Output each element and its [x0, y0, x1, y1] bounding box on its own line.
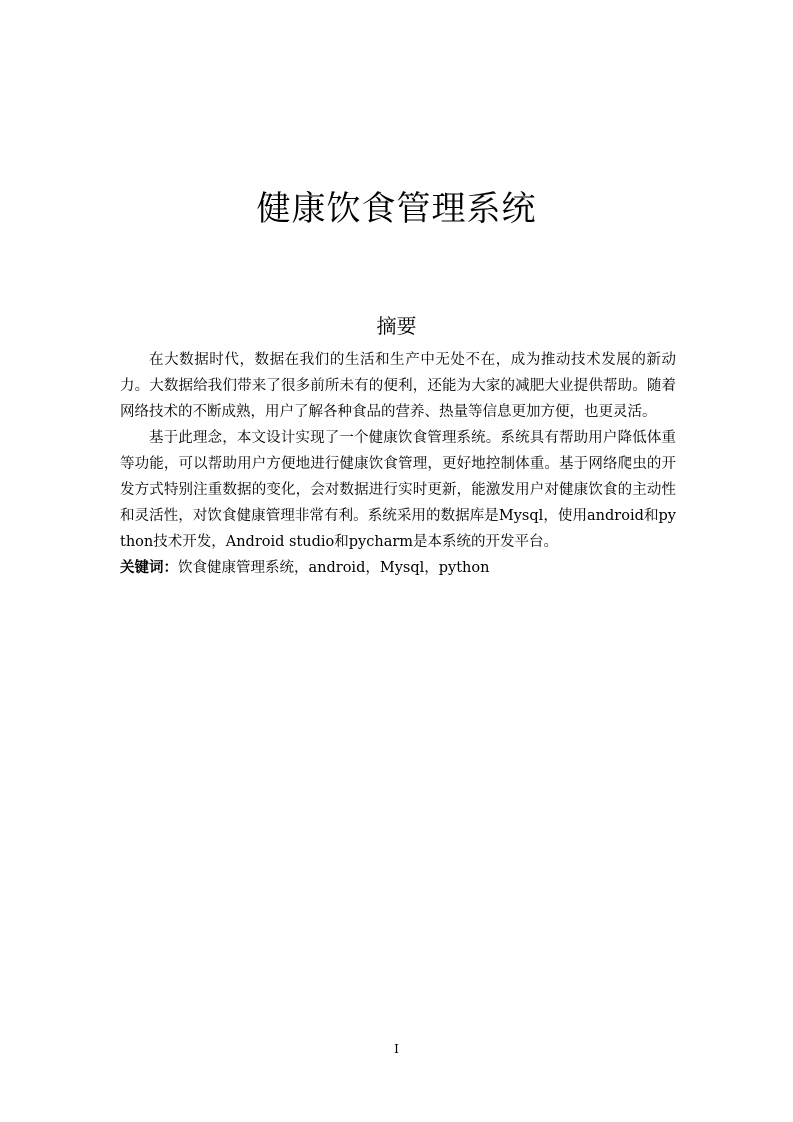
keywords-text: 饮食健康管理系统，android，Mysql，python: [178, 560, 490, 576]
abstract-heading: 摘要: [376, 314, 417, 338]
abstract-paragraph-2: 基于此理念，本文设计实现了一个健康饮食管理系统。系统具有帮助用户降低体重等功能，可以帮助用户方便地进行健康饮食管理，更好地控制体重。基于网络爬虫的开发方式特别注重数据的变化，会对数据进行实时更新，能激发用户对健康饮食的主动性和灵活性，对饮食健康管理非常有利。系统采用的数据库是Mysql，使用android和python技术开发，Android studio和pycharm是本系统的开发平台。: [120, 430, 676, 550]
keywords-label: 关键词：: [120, 560, 178, 576]
page-number: I: [394, 1042, 399, 1056]
abstract-body: [120, 347, 676, 581]
keywords-line: [120, 555, 676, 581]
abstract-paragraph-1: 在大数据时代，数据在我们的生活和生产中无处不在，成为推动技术发展的新动力。大数据给我们带来了很多前所未有的便利，还能为大家的减肥大业提供帮助。随着网络技术的不断成熟，用户了解各种食品的营养、热量等信息更加方便，也更灵活。: [120, 352, 676, 420]
document-title: 健康饮食管理系统: [256, 189, 537, 229]
